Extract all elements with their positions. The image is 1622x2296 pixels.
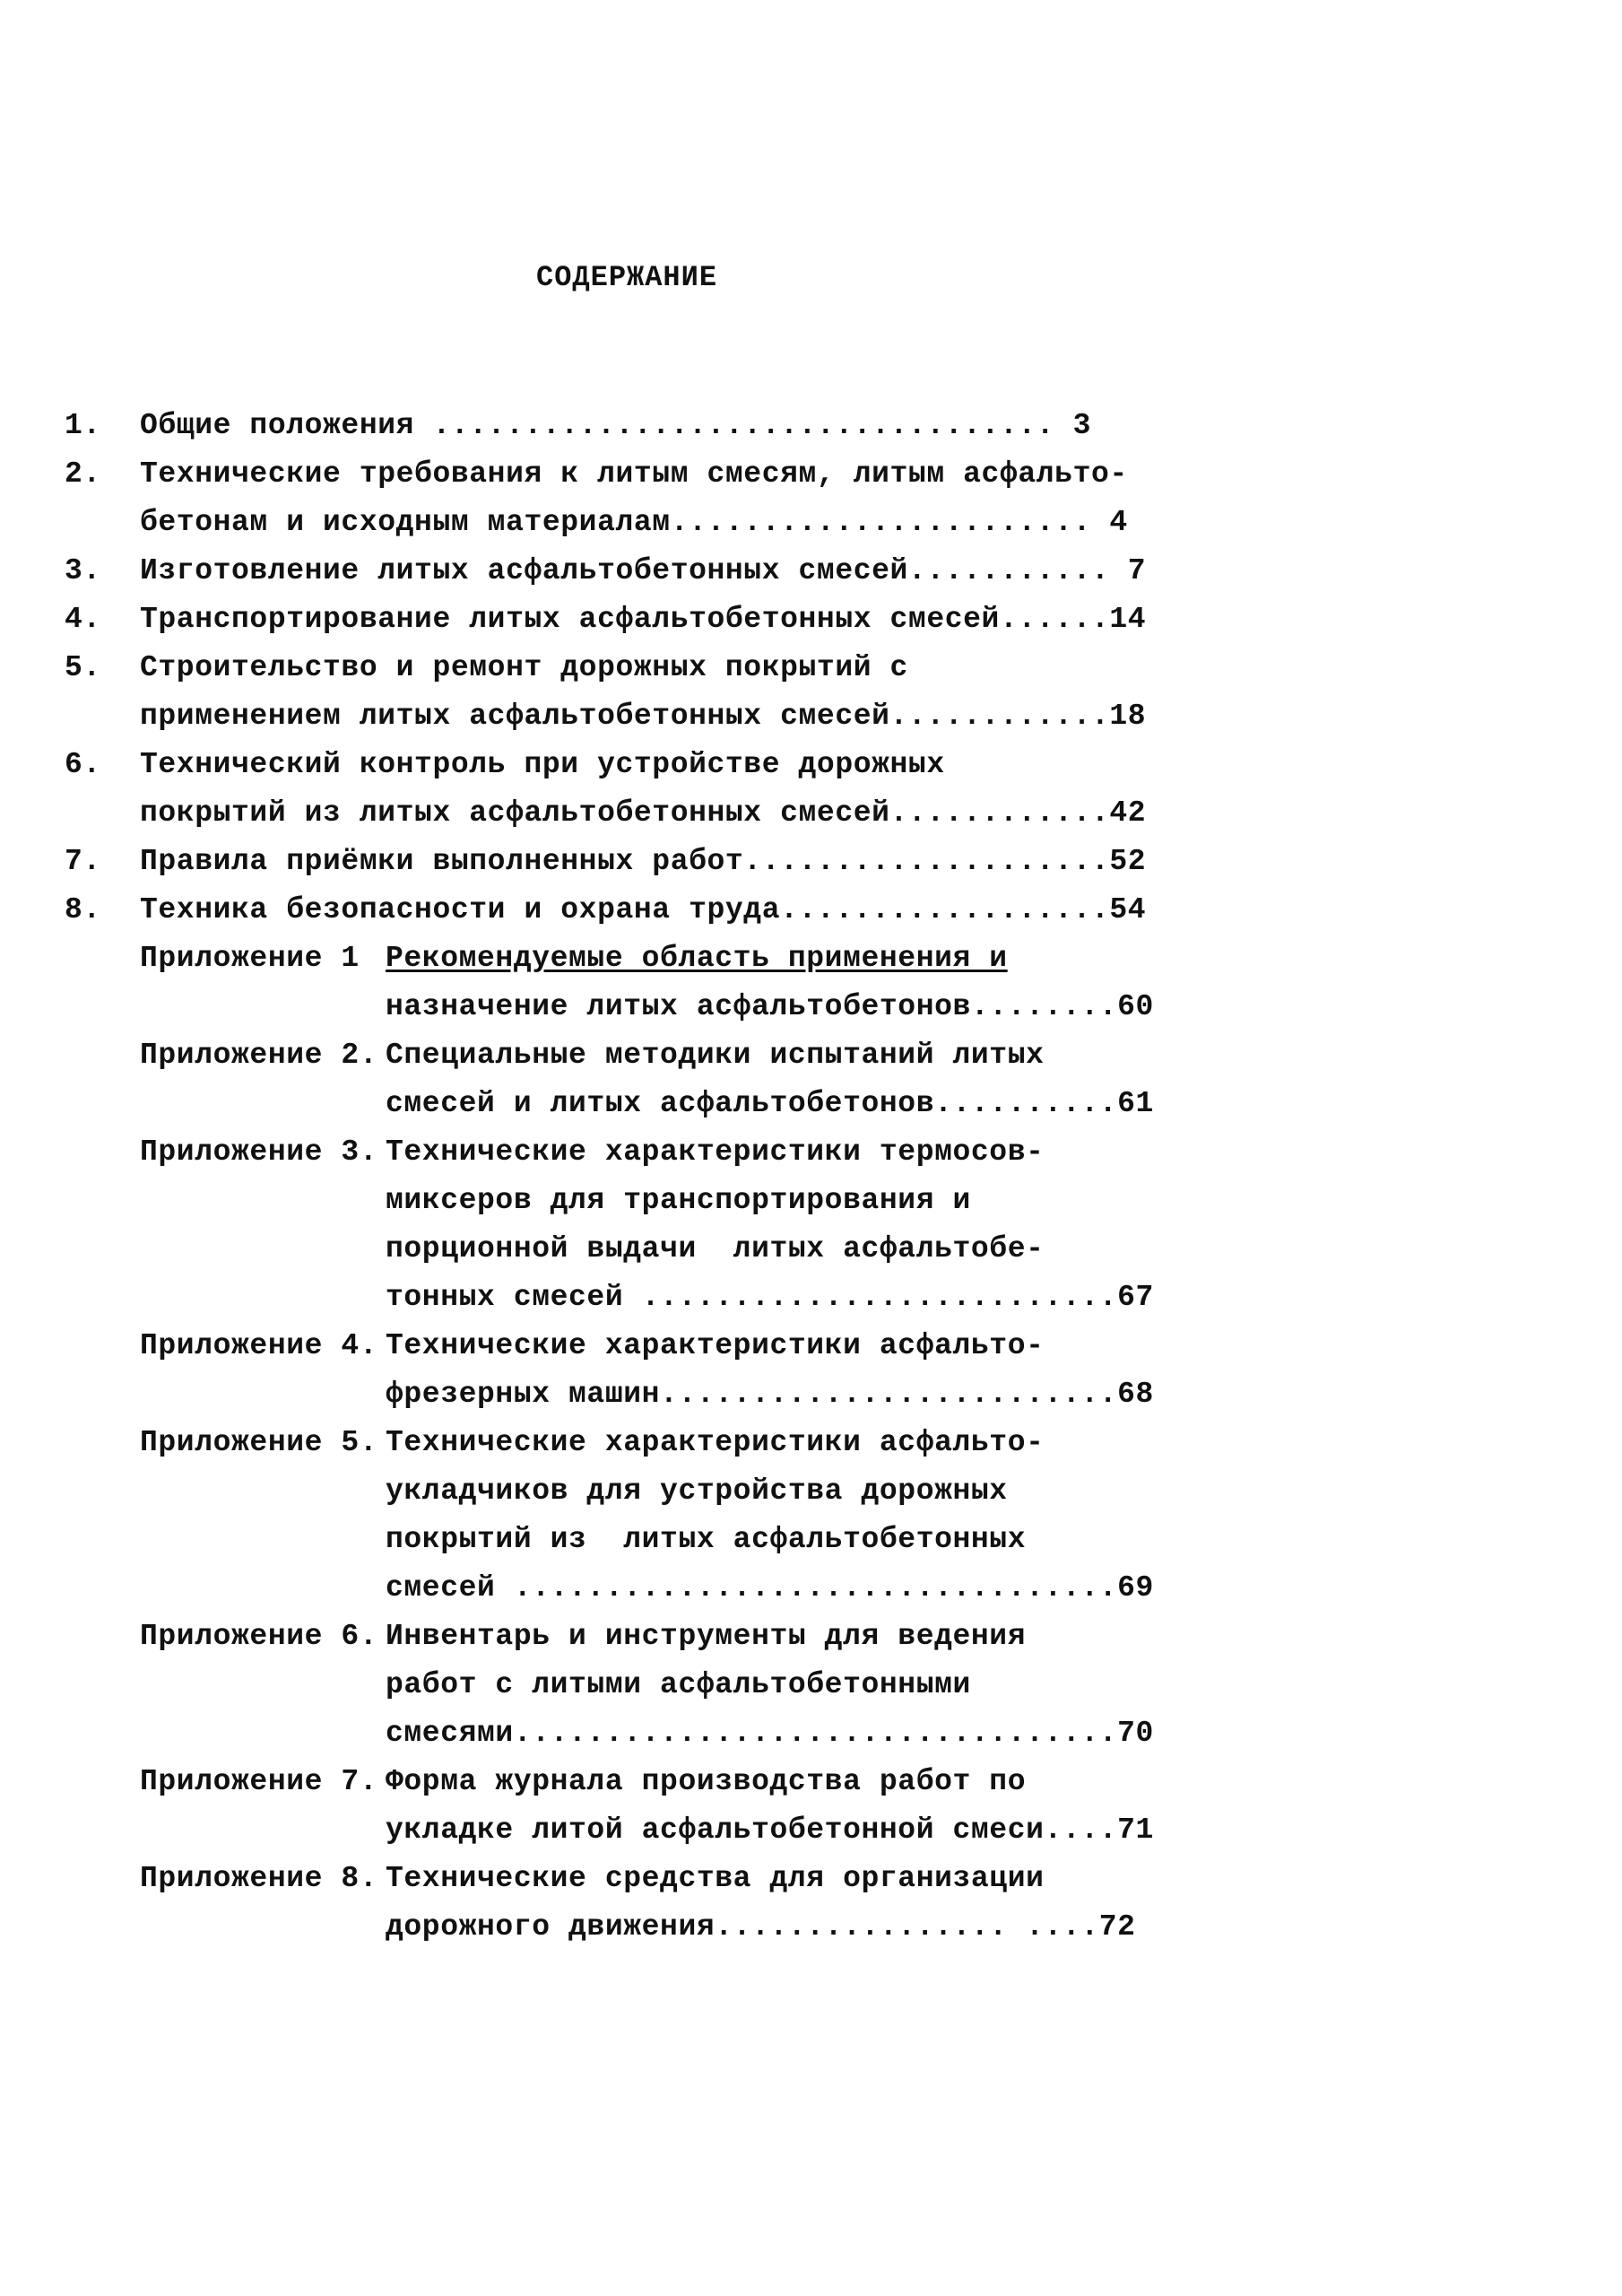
section-line: Технический контроль при устройстве дорожных <box>140 748 945 781</box>
section-number: 6. <box>65 748 101 781</box>
appendix-line: покрытий из литых асфальтобетонных <box>386 1523 1027 1556</box>
appendix-label: Приложение 3. <box>140 1135 378 1169</box>
section-line: Техника безопасности и охрана труда..................54 <box>140 893 1147 926</box>
section-line: Изготовление литых асфальтобетонных смесей........... 7 <box>140 554 1147 587</box>
appendix-label: Приложение 5. <box>140 1426 378 1459</box>
section-number: 2. <box>65 457 101 491</box>
section-number: 4. <box>65 603 101 636</box>
appendix-line: Форма журнала производства работ по <box>386 1765 1027 1798</box>
appendix-line: Технические средства для организации <box>386 1862 1045 1895</box>
appendix-label: Приложение 1 <box>140 942 360 975</box>
section-number: 7. <box>65 845 101 878</box>
appendix-line: Специальные методики испытаний литых <box>386 1039 1045 1072</box>
section-line: Строительство и ремонт дорожных покрытий с <box>140 651 908 684</box>
section-number: 3. <box>65 554 101 587</box>
appendix-line: Рекомендуемые область применения и <box>386 942 1008 975</box>
appendix-label: Приложение 4. <box>140 1329 378 1362</box>
appendix-label: Приложение 2. <box>140 1039 378 1072</box>
appendix-label: Приложение 8. <box>140 1862 378 1895</box>
appendix-line: дорожного движения................ ....72 <box>386 1910 1136 1944</box>
appendix-line: Технические характеристики асфальто- <box>386 1329 1045 1362</box>
appendix-line: смесей .................................69 <box>386 1571 1154 1605</box>
appendix-line: Инвентарь и инструменты для ведения <box>386 1620 1027 1653</box>
appendix-label: Приложение 7. <box>140 1765 378 1798</box>
section-line: покрытий из литых асфальтобетонных смесей............42 <box>140 796 1147 830</box>
section-line: Правила приёмки выполненных работ....................52 <box>140 845 1147 878</box>
appendix-line: Технические характеристики асфальто- <box>386 1426 1045 1459</box>
appendix-line: миксеров для транспортирования и <box>386 1184 971 1217</box>
appendix-line: фрезерных машин.........................68 <box>386 1378 1154 1411</box>
appendix-line: работ с литыми асфальтобетонными <box>386 1668 971 1701</box>
section-number: 8. <box>65 893 101 926</box>
appendix-line: смесей и литых асфальтобетонов..........61 <box>386 1087 1154 1120</box>
appendix-line: укладчиков для устройства дорожных <box>386 1474 1008 1508</box>
section-number: 1. <box>65 409 101 442</box>
appendix-line: Технические характеристики термосов- <box>386 1135 1045 1169</box>
section-line: Технические требования к литым смесям, литым асфальто- <box>140 457 1128 491</box>
section-line: Транспортирование литых асфальтобетонных смесей......14 <box>140 603 1147 636</box>
appendix-line: тонных смесей ..........................67 <box>386 1281 1154 1314</box>
appendix-line: назначение литых асфальтобетонов........60 <box>386 990 1154 1023</box>
section-number: 5. <box>65 651 101 684</box>
appendix-line: порционной выдачи литых асфальтобе- <box>386 1232 1045 1265</box>
section-line: бетонам и исходным материалам....................... 4 <box>140 506 1128 539</box>
contents-heading: СОДЕРЖАНИЕ <box>536 261 718 294</box>
appendix-line: смесями.................................70 <box>386 1717 1154 1750</box>
appendix-line: укладке литой асфальтобетонной смеси....71 <box>386 1813 1154 1847</box>
section-line: Общие положения .................................. 3 <box>140 409 1091 442</box>
section-line: применением литых асфальтобетонных смесей............18 <box>140 700 1147 733</box>
appendix-label: Приложение 6. <box>140 1620 378 1653</box>
